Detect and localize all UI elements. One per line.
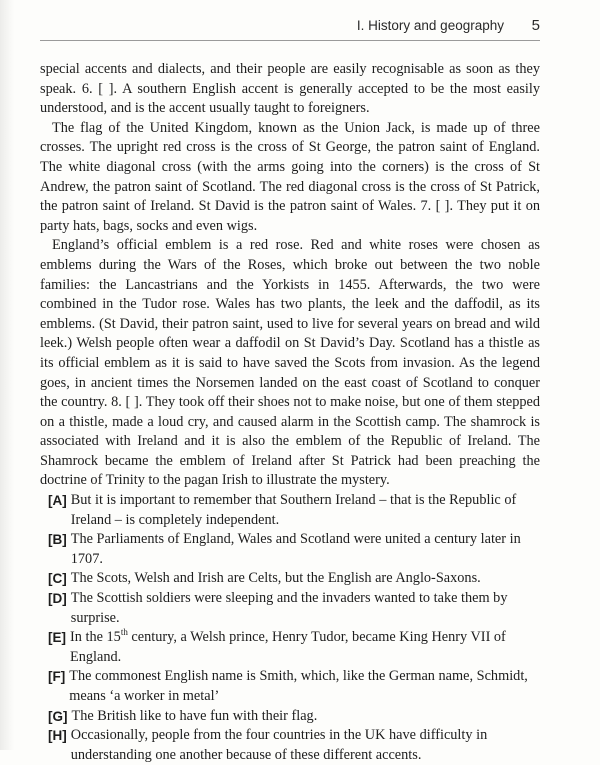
page-gutter-shadow (0, 0, 14, 750)
paragraph-flag: The flag of the United Kingdom, known as the Union Jack, is made up of three crosses. The upright red cross is the cross of St George, the patron saint of England. The white diagonal cross (with the arms going into the corners) is the cross of St Andrew, the patron saint of Scotland. The red diagonal cross is the cross of St Patrick, the patron saint of Ireland. St David is the patron saint of Wales. 7. [ ]. They put it on party hats, bags, socks and even wigs. (40, 119, 540, 234)
option-e (48, 628, 540, 667)
option-text (70, 628, 540, 667)
page-body (40, 60, 540, 765)
option-text-end: century, a Welsh prince, Henry Tudor, became King Henry VII of England. (70, 629, 506, 665)
option-letter: [B] (48, 532, 67, 548)
option-text: The British like to have fun with their flag. (71, 707, 318, 724)
option-text: The Parliaments of England, Wales and Scotland were united a century later in 1707. (70, 531, 521, 567)
option-letter: [D] (48, 591, 67, 607)
option-a (48, 491, 540, 530)
option-c (48, 569, 540, 589)
answer-options (40, 491, 540, 765)
option-letter: [A] (48, 493, 67, 509)
chapter-title: I. History and geography (356, 18, 504, 33)
option-letter: [E] (48, 630, 66, 646)
option-letter: [H] (48, 728, 67, 744)
option-d (48, 589, 540, 628)
option-letter: [C] (48, 571, 67, 587)
paragraph-emblems: England’s official emblem is a red rose. Red and white roses were chosen as emblems during the Wars of the Roses, which broke out between the two noble families: the Lancastrians and the Yorkists in 1455. Afterwards, the two were combined in the Tudor rose. Wales has two plants, the leek and the daffodil, as its emblems. (St David, their patron saint, used to live for several years on bread and wild leek.) Welsh people often wear a daffodil on St David’s Day. Scotland has a thistle as its official emblem as it is said to have saved the Scots from invasion. As the legend goes, in ancient times the Norsemen landed on the east coast of Scotland to conquer the country. 8. [ ]. They took off their shoes not to make noise, but one of them stepped on a thistle, made a loud cry, and caused alarm in the Scottish camp. The shamrock is associated with Ireland and it is also the emblem of the Republic of Ireland. The Shamrock became the emblem of Ireland after St Patrick had been preaching the doctrine of Trinity to the pagan Irish to illustrate the mystery. (40, 237, 540, 489)
option-text: But it is important to remember that Southern Ireland – that is the Republic of Ireland – is completely independent. (70, 492, 517, 528)
ordinal-suffix: th (120, 627, 128, 638)
option-g (48, 707, 540, 727)
option-text: The Scots, Welsh and Irish are Celts, but the English are Anglo-Saxons. (70, 570, 481, 587)
option-letter: [G] (48, 708, 68, 724)
option-letter: [F] (48, 669, 66, 685)
option-text: The Scottish soldiers were sleeping and the invaders wanted to take them by surprise. (70, 590, 508, 626)
option-text: Occasionally, people from the four countries in the UK have difficulty in understanding one another because of these different accents. (70, 727, 488, 763)
option-text: The commonest English name is Smith, which, like the German name, Schmidt, means ‘a worker in metal’ (69, 668, 528, 704)
option-f (48, 667, 540, 706)
option-h (48, 726, 540, 765)
running-header (40, 12, 540, 41)
paragraph-accents: special accents and dialects, and their people are easily recognisable as soon as they speak. 6. [ ]. A southern English accent is generally accepted to be the most easily understood, and is the accent usually taught to foreigners. (40, 61, 540, 117)
page-number: 5 (531, 17, 540, 34)
option-text-start: In the 15 (70, 629, 121, 646)
option-b (48, 530, 540, 569)
